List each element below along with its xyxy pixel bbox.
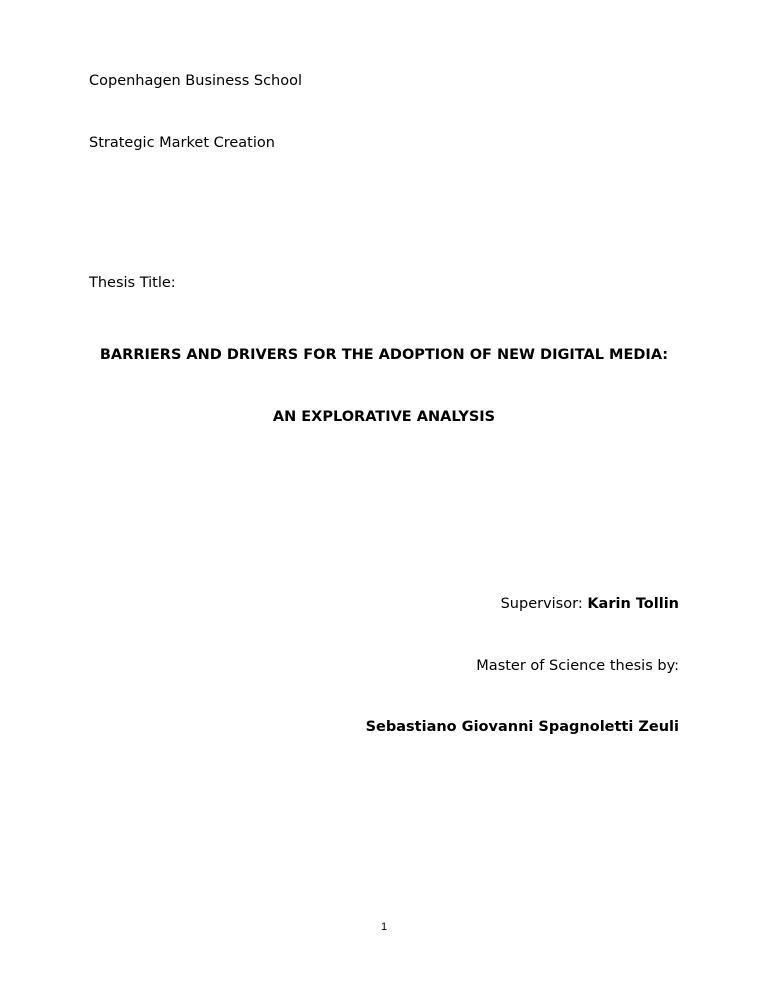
thesis-title-label: Thesis Title:: [89, 275, 176, 291]
program-name: Strategic Market Creation: [89, 135, 275, 151]
supervisor-line: [501, 597, 679, 612]
thesis-title-line-2: AN EXPLORATIVE ANALYSIS: [272, 409, 496, 425]
supervisor-name: Karin Tollin: [587, 596, 679, 612]
page-number: 1: [380, 921, 388, 933]
supervisor-label: Supervisor:: [500, 596, 588, 612]
institution-name: Copenhagen Business School: [89, 73, 302, 89]
author-name: Sebastiano Giovanni Spagnoletti Zeuli: [365, 719, 679, 735]
thesis-title-line-1: BARRIERS AND DRIVERS FOR THE ADOPTION OF NEW DIGITAL MEDIA:: [99, 347, 669, 363]
degree-line: Master of Science thesis by:: [476, 658, 679, 674]
